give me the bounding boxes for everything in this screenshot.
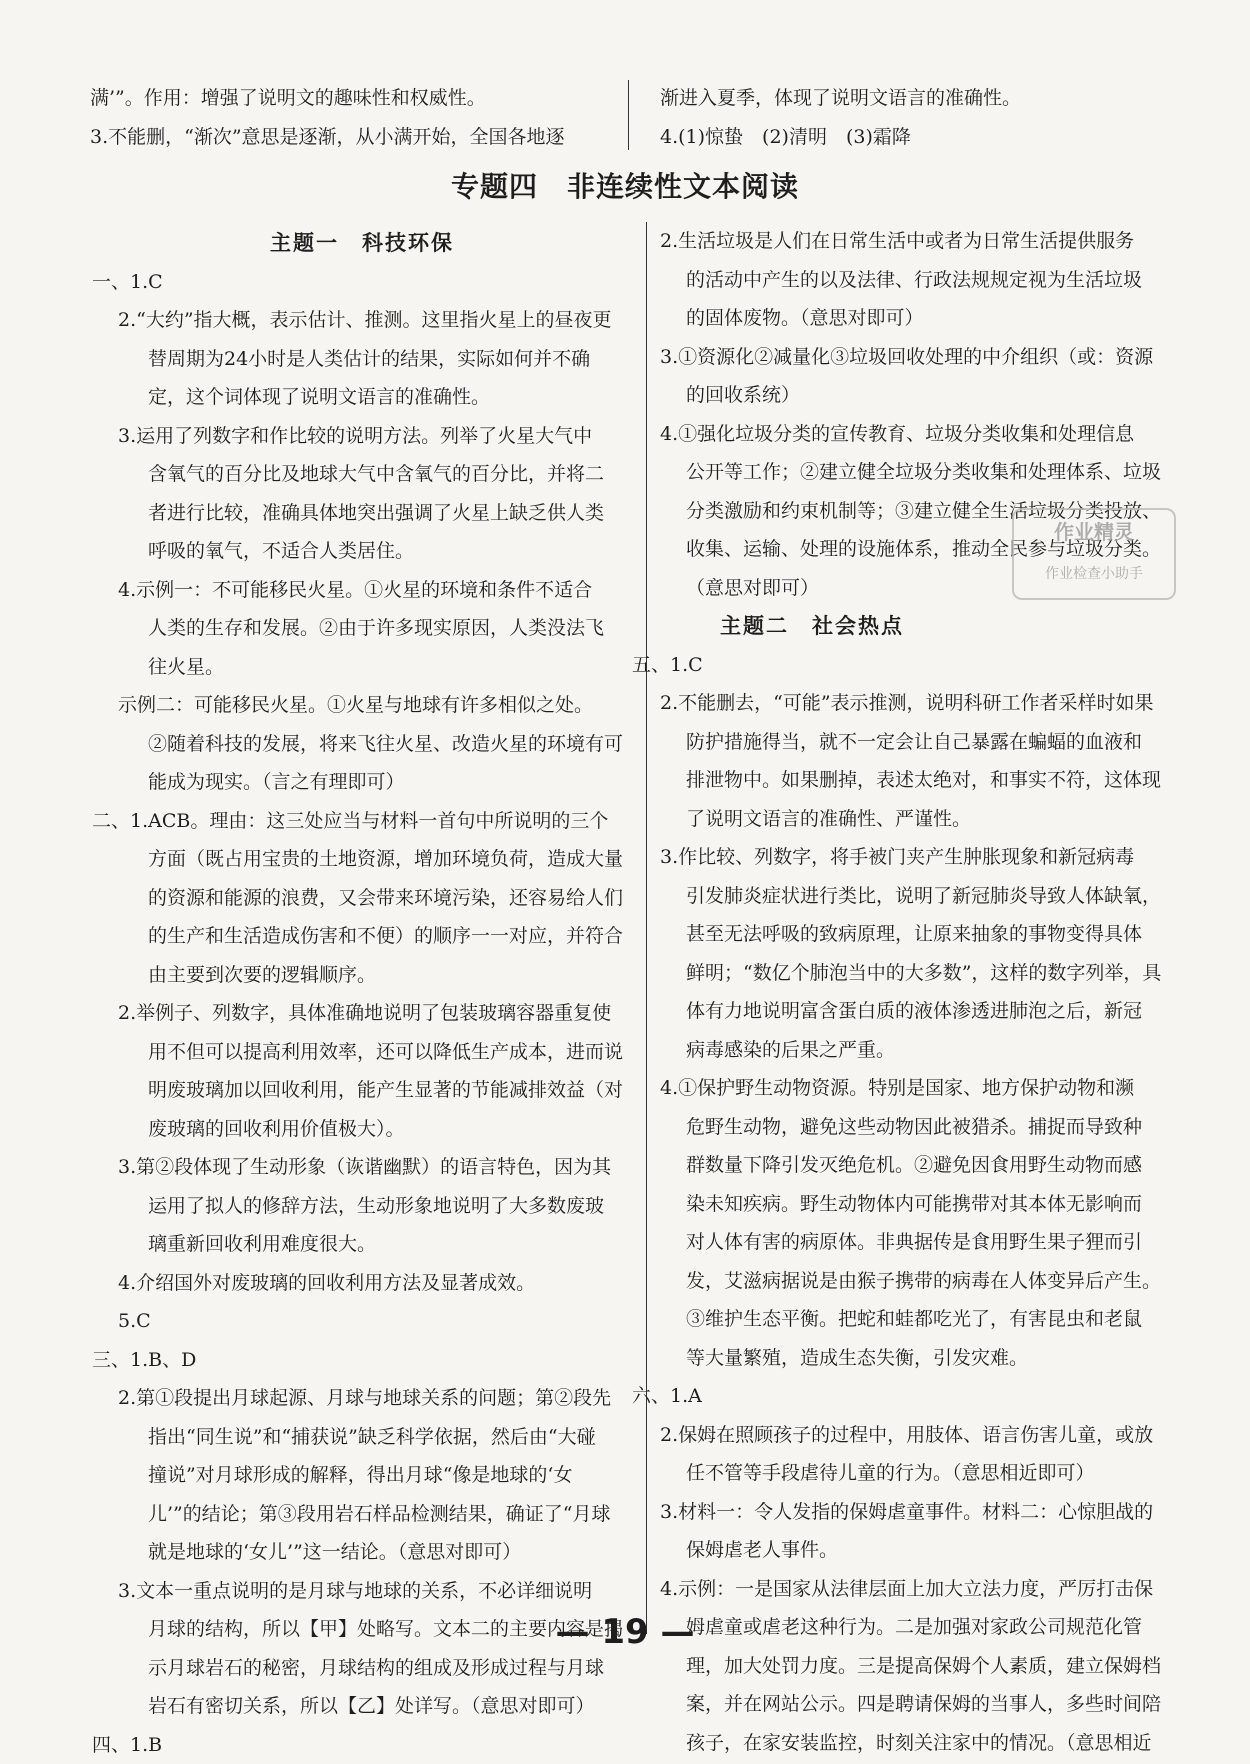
answer-line: 排泄物中。如果删掉，表述太绝对，和事实不符，这体现	[660, 761, 1180, 800]
answer-line: 人类的生存和发展。②由于许多现实原因，人类没法飞	[92, 609, 632, 648]
section-title: 专题四 非连续性文本阅读	[0, 165, 1250, 205]
answer-line: 染未知疾病。野生动物体内可能携带对其本体无影响而	[660, 1185, 1180, 1224]
answer-line: 孩子，在家安装监控，时刻关注家中的情况。（意思相近	[660, 1724, 1180, 1763]
answer-line: 用不但可以提高利用效率，还可以降低生产成本，进而说	[92, 1033, 632, 1072]
answer-line: 定，这个词体现了说明文语言的准确性。	[92, 378, 632, 417]
answer-line: 岩石有密切关系，所以【乙】处详写。（意思对即可）	[92, 1687, 632, 1726]
answer-line: 理，加大处罚力度。三是提高保姆个人素质，建立保姆档	[660, 1647, 1180, 1686]
answer-line: 四、1.B	[92, 1726, 632, 1764]
answer-line: 引发肺炎症状进行类比，说明了新冠肺炎导致人体缺氧，	[660, 877, 1180, 916]
theme-title-2: 主题二 社会热点	[660, 607, 1180, 646]
answer-line: 2.不能删去，“可能”表示推测，说明科研工作者采样时如果	[660, 684, 1180, 723]
stamp-logo	[1012, 508, 1176, 600]
answer-line: 指出“同生说”和“捕获说”缺乏科学依据，然后由“大碰	[92, 1418, 632, 1457]
stamp-line2: 作业检查小助手	[1014, 563, 1174, 583]
theme-title-1: 主题一 科技环保	[92, 224, 632, 263]
answer-line: 3.文本一重点说明的是月球与地球的关系，不必详细说明	[92, 1572, 632, 1611]
page-number: — 19 —	[0, 1612, 1250, 1652]
answer-line: 方面（既占用宝贵的土地资源，增加环境负荷，造成大量	[92, 840, 632, 879]
right-column	[660, 222, 1180, 1762]
answer-line: 3.第②段体现了生动形象（诙谐幽默）的语言特色，因为其	[92, 1148, 632, 1187]
answer-line: 公开等工作；②建立健全垃圾分类收集和处理体系、垃圾	[660, 453, 1180, 492]
answer-line: 的固体废物。（意思对即可）	[660, 299, 1180, 338]
answer-line: 2.生活垃圾是人们在日常生活中或者为日常生活提供服务	[660, 222, 1180, 261]
answer-line: 六、1.A	[632, 1377, 1180, 1416]
answer-line: 4.示例一：不可能移民火星。①火星的环境和条件不适合	[92, 571, 632, 610]
answer-line: 三、1.B、D	[92, 1341, 632, 1380]
top-column-divider	[628, 80, 629, 150]
answer-line: 含氧气的百分比及地球大气中含氧气的百分比，并将二	[92, 455, 632, 494]
answer-line: 的生产和生活造成伤害和不便）的顺序一一对应，并符合	[92, 917, 632, 956]
answer-line: 的活动中产生的以及法律、行政法规规定视为生活垃圾	[660, 261, 1180, 300]
answer-line: 4.①保护野生动物资源。特别是国家、地方保护动物和濒	[660, 1069, 1180, 1108]
answer-line: 五、1.C	[632, 646, 1180, 685]
answer-line: 4.(1)惊蛰 (2)清明 (3)霜降	[660, 118, 1180, 157]
answer-line: 体有力地说明富含蛋白质的液体渗透进肺泡之后，新冠	[660, 992, 1180, 1031]
answer-line: 发，艾滋病据说是由猴子携带的病毒在人体变异后产生。	[660, 1262, 1180, 1301]
answer-line: 二、1.ACB。理由：这三处应当与材料一首句中所说明的三个	[92, 802, 632, 841]
answer-line: 等大量繁殖，造成生态失衡，引发灾难。	[660, 1339, 1180, 1378]
answer-line: 病毒感染的后果之严重。	[660, 1031, 1180, 1070]
answer-line: 3.不能删，“渐次”意思是逐渐，从小满开始，全国各地逐	[90, 118, 620, 157]
answer-line: 3.作比较、列数字，将手被门夹产生肿胀现象和新冠病毒	[660, 838, 1180, 877]
answer-line: 2.举例子、列数字，具体准确地说明了包装玻璃容器重复使	[92, 994, 632, 1033]
answer-line: 月球的结构，所以【甲】处略写。文本二的主要内容是揭	[92, 1610, 632, 1649]
answer-line: 一、1.C	[92, 263, 632, 302]
answer-line: 5.C	[92, 1302, 632, 1341]
answer-line: 4.示例：一是国家从法律层面上加大立法力度，严厉打击保	[660, 1570, 1180, 1609]
stamp-line1: 作业精灵	[1014, 516, 1174, 545]
answer-line: 废玻璃的回收利用价值极大）。	[92, 1110, 632, 1149]
answer-line: （意思对即可）	[660, 569, 1180, 608]
answer-line: 由主要到次要的逻辑顺序。	[92, 956, 632, 995]
answer-line: 满’”。作用：增强了说明文的趣味性和权威性。	[90, 79, 620, 118]
answer-line: 2.保姆在照顾孩子的过程中，用肢体、语言伤害儿童，或放	[660, 1416, 1180, 1455]
answer-line: 姆虐童或虐老这种行为。二是加强对家政公司规范化管	[660, 1608, 1180, 1647]
answer-line: 4.介绍国外对废玻璃的回收利用方法及显著成效。	[92, 1264, 632, 1303]
answer-line: 2.第①段提出月球起源、月球与地球关系的问题；第②段先	[92, 1379, 632, 1418]
answer-line: 防护措施得当，就不一定会让自己暴露在蝙蝠的血液和	[660, 723, 1180, 762]
left-answers	[92, 263, 632, 1764]
answer-line: 能成为现实。（言之有理即可）	[92, 763, 632, 802]
answer-line: 了说明文语言的准确性、严谨性。	[660, 800, 1180, 839]
left-column	[92, 224, 632, 1764]
answer-line: 鲜明；“数亿个肺泡当中的大多数”，这样的数字列举，具	[660, 954, 1180, 993]
answer-line: 3.①资源化②减量化③垃圾回收处理的中介组织（或：资源	[660, 338, 1180, 377]
answer-line: 者进行比较，准确具体地突出强调了火星上缺乏供人类	[92, 494, 632, 533]
answer-line: 对人体有害的病原体。非典据传是食用野生果子狸而引	[660, 1223, 1180, 1262]
answer-line: 任不管等手段虐待儿童的行为。（意思相近即可）	[660, 1454, 1180, 1493]
answer-line: 替周期为24小时是人类估计的结果，实际如何并不确	[92, 340, 632, 379]
answer-line: 的资源和能源的浪费，又会带来环境污染，还容易给人们	[92, 879, 632, 918]
answer-line: 明废玻璃加以回收利用，能产生显著的节能减排效益（对	[92, 1071, 632, 1110]
top-left-continuation	[90, 79, 620, 156]
top-right-continuation	[660, 79, 1180, 156]
answer-line: 3.材料一：令人发指的保姆虐童事件。材料二：心惊胆战的	[660, 1493, 1180, 1532]
answer-line: 运用了拟人的修辞方法，生动形象地说明了大多数废玻	[92, 1187, 632, 1226]
answer-line: ③维护生态平衡。把蛇和蛙都吃光了，有害昆虫和老鼠	[660, 1300, 1180, 1339]
answer-line: 群数量下降引发灭绝危机。②避免因食用野生动物而感	[660, 1146, 1180, 1185]
answer-line: 收集、运输、处理的设施体系，推动全民参与垃圾分类。	[660, 530, 1180, 569]
answer-line: 分类激励和约束机制等；③建立健全生活垃圾分类投放、	[660, 492, 1180, 531]
answer-line: ②随着科技的发展，将来飞往火星、改造火星的环境有可	[92, 725, 632, 764]
answer-line: 保姆虐老人事件。	[660, 1531, 1180, 1570]
right-answers-b	[660, 646, 1180, 1763]
answer-line: 的回收系统）	[660, 376, 1180, 415]
answer-line: 渐进入夏季，体现了说明文语言的准确性。	[660, 79, 1180, 118]
column-divider	[646, 222, 647, 1634]
answer-line: 甚至无法呼吸的致病原理，让原来抽象的事物变得具体	[660, 915, 1180, 954]
answer-line: 就是地球的‘女儿’”这一结论。（意思对即可）	[92, 1533, 632, 1572]
answer-line: 示月球岩石的秘密，月球结构的组成及形成过程与月球	[92, 1649, 632, 1688]
answer-line: 璃重新回收利用难度很大。	[92, 1225, 632, 1264]
answer-line: 撞说”对月球形成的解释，得出月球“像是地球的‘女	[92, 1456, 632, 1495]
answer-line: 示例二：可能移民火星。①火星与地球有许多相似之处。	[92, 686, 632, 725]
answer-line: 危野生动物，避免这些动物因此被猎杀。捕捉而导致种	[660, 1108, 1180, 1147]
answer-line: 4.①强化垃圾分类的宣传教育、垃圾分类收集和处理信息	[660, 415, 1180, 454]
answer-line: 3.运用了列数字和作比较的说明方法。列举了火星大气中	[92, 417, 632, 456]
answer-line: 案，并在网站公示。四是聘请保姆的当事人，多些时间陪	[660, 1685, 1180, 1724]
answer-line: 儿’”的结论；第③段用岩石样品检测结果，确证了“月球	[92, 1495, 632, 1534]
answer-line: 2.“大约”指大概，表示估计、推测。这里指火星上的昼夜更	[92, 301, 632, 340]
answer-line: 呼吸的氧气，不适合人类居住。	[92, 532, 632, 571]
answer-line: 往火星。	[92, 648, 632, 687]
